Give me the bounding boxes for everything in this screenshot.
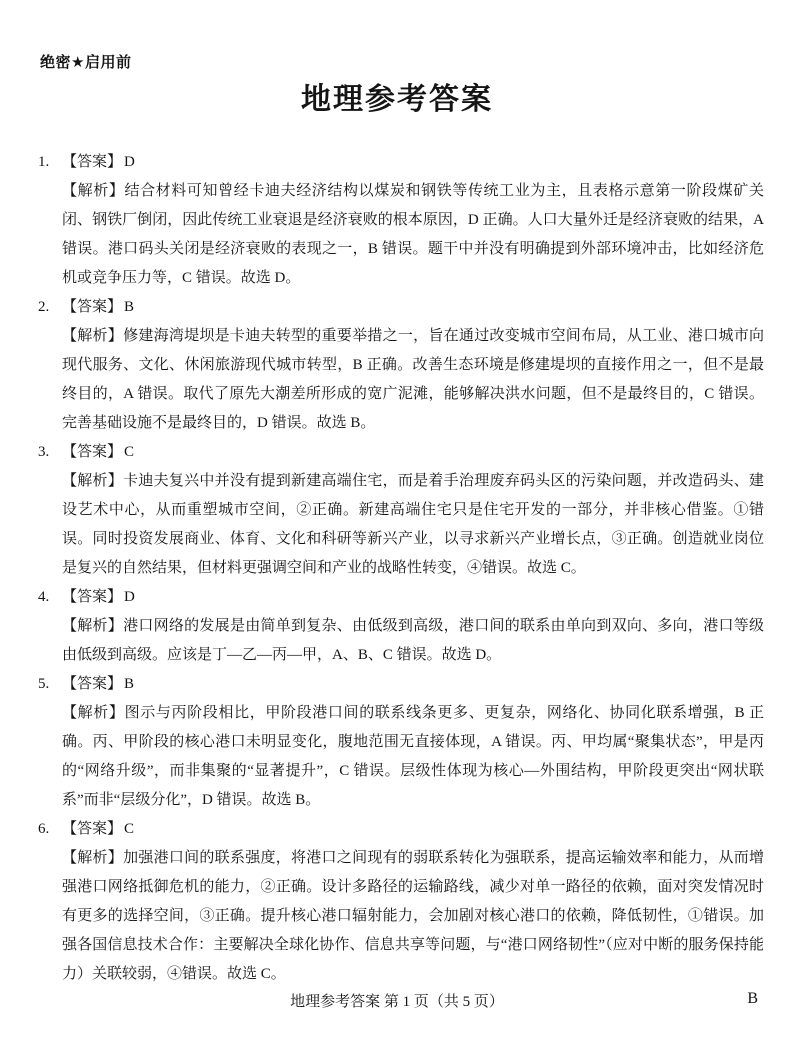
analysis-label: 【解析】 — [62, 473, 124, 489]
analysis-paragraph — [62, 322, 764, 438]
analysis-text: 结合材料可知曾经卡迪夫经济结构以煤炭和钢铁等传统工业为主，且表格示意第一阶段煤矿关闭、钢铁厂倒闭，因此传统工业衰退是经济衰败的根本原因，D 正确。人口大量外迁是经济衰败的结果，A 错误。港口码头关闭是经济衰败的表现之一，B 错误。题干中并没有明确提到外部环境冲击，比如经济危机或竞争压力等，C 错误。故选 D。 — [62, 183, 764, 286]
answer-item-body — [62, 583, 764, 670]
question-number: 4. — [38, 589, 50, 605]
answer-value: C — [124, 821, 135, 837]
question-number: 5. — [38, 676, 50, 692]
analysis-label: 【解析】 — [62, 618, 124, 634]
answer-label: 【答案】 — [62, 444, 123, 460]
analysis-text: 修建海湾堤坝是卡迪夫转型的重要举措之一，旨在通过改变城市空间布局，从工业、港口城市向现代服务、文化、休闲旅游现代城市转型，B 正确。改善生态环境是修建堤坝的直接作用之一，但不是最终目的，A 错误。取代了原先大潮差所形成的宽广泥滩，能够解决洪水问题，但不是最终目的，C 错误。完善基础设施不是最终目的，D 错误。故选 B。 — [62, 328, 764, 431]
footer-version-mark: B — [747, 990, 758, 1007]
answer-item-6 — [38, 815, 764, 989]
analysis-text: 港口网络的发展是由简单到复杂、由低级到高级，港口间的联系由单向到双向、多向，港口等级由低级到高级。应该是丁—乙—丙—甲，A、B、C 错误。故选 D。 — [62, 618, 764, 663]
answer-label: 【答案】 — [62, 154, 123, 170]
analysis-paragraph — [62, 612, 764, 670]
analysis-text: 卡迪夫复兴中并没有提到新建高端住宅，而是着手治理废弃码头区的污染问题，并改造码头、建设艺术中心，从而重塑城市空间，②正确。新建高端住宅只是住宅开发的一部分，并非核心借鉴。①错误。同时投资发展商业、体育、文化和科研等新兴产业，以寻求新兴产业增长点，③正确。创造就业岗位是复兴的自然结果，但材料更强调空间和产业的战略性转变，④错误。故选 C。 — [62, 473, 764, 576]
answer-line — [62, 815, 764, 844]
answer-label: 【答案】 — [62, 821, 123, 837]
answer-value: B — [124, 299, 135, 315]
footer-page-info: 地理参考答案 第 1 页（共 5 页） — [290, 994, 504, 1010]
analysis-paragraph — [62, 177, 764, 293]
answer-item-body — [62, 293, 764, 438]
answer-line — [62, 670, 764, 699]
answer-item-body — [62, 438, 764, 583]
answer-line — [62, 583, 764, 612]
answer-item-3 — [38, 438, 764, 583]
analysis-paragraph — [62, 467, 764, 583]
answer-label: 【答案】 — [62, 676, 123, 692]
answer-line — [62, 148, 764, 177]
answer-line — [62, 438, 764, 467]
answer-item-body — [62, 815, 764, 989]
answer-item-body — [62, 148, 764, 293]
answer-value: D — [124, 589, 135, 605]
question-number: 6. — [38, 821, 50, 837]
answer-item-2 — [38, 293, 764, 438]
page-footer — [0, 990, 794, 1011]
answer-item-1 — [38, 148, 764, 293]
analysis-text: 加强港口间的联系强度，将港口之间现有的弱联系转化为强联系，提高运输效率和能力，从而增强港口网络抵御危机的能力，②正确。设计多路径的运输路线，减少对单一路径的依赖，面对突发情况时有更多的选择空间，③正确。提升核心港口辐射能力，会加剧对核心港口的依赖，降低韧性，①错误。加强各国信息技术合作：主要解决全球化协作、信息共享等问题，与“港口网络韧性”（应对中断的服务保持能力）关联较弱，④错误。故选 C。 — [62, 850, 764, 982]
analysis-paragraph — [62, 699, 764, 815]
question-number: 1. — [38, 154, 50, 170]
answer-item-body — [62, 670, 764, 815]
answer-line — [62, 293, 764, 322]
analysis-label: 【解析】 — [62, 850, 124, 866]
answer-list — [38, 148, 764, 989]
analysis-label: 【解析】 — [62, 705, 125, 721]
analysis-paragraph — [62, 844, 764, 989]
page-title: 地理参考答案 — [301, 83, 493, 116]
answer-value: B — [124, 676, 135, 692]
question-number: 3. — [38, 444, 50, 460]
question-number: 2. — [38, 299, 50, 315]
answer-value: D — [124, 154, 135, 170]
analysis-text: 图示与丙阶段相比，甲阶段港口间的联系线条更多、更复杂，网络化、协同化联系增强，B 正确。丙、甲阶段的核心港口未明显变化，腹地范围无直接体现，A 错误。丙、甲均属“聚集状态”，甲是丙的“网络升级”，而非集聚的“显著提升”，C 错误。层级性体现为核心—外围结构，甲阶段更突出“网状联系”而非“层级分化”，D 错误。故选 B。 — [62, 705, 764, 808]
answer-item-5 — [38, 670, 764, 815]
answer-label: 【答案】 — [62, 299, 123, 315]
analysis-label: 【解析】 — [62, 183, 125, 199]
analysis-label: 【解析】 — [62, 328, 124, 344]
answer-label: 【答案】 — [62, 589, 123, 605]
answer-item-4 — [38, 583, 764, 670]
answer-value: C — [124, 444, 135, 460]
secrecy-label: 绝密★启用前 — [40, 54, 132, 71]
